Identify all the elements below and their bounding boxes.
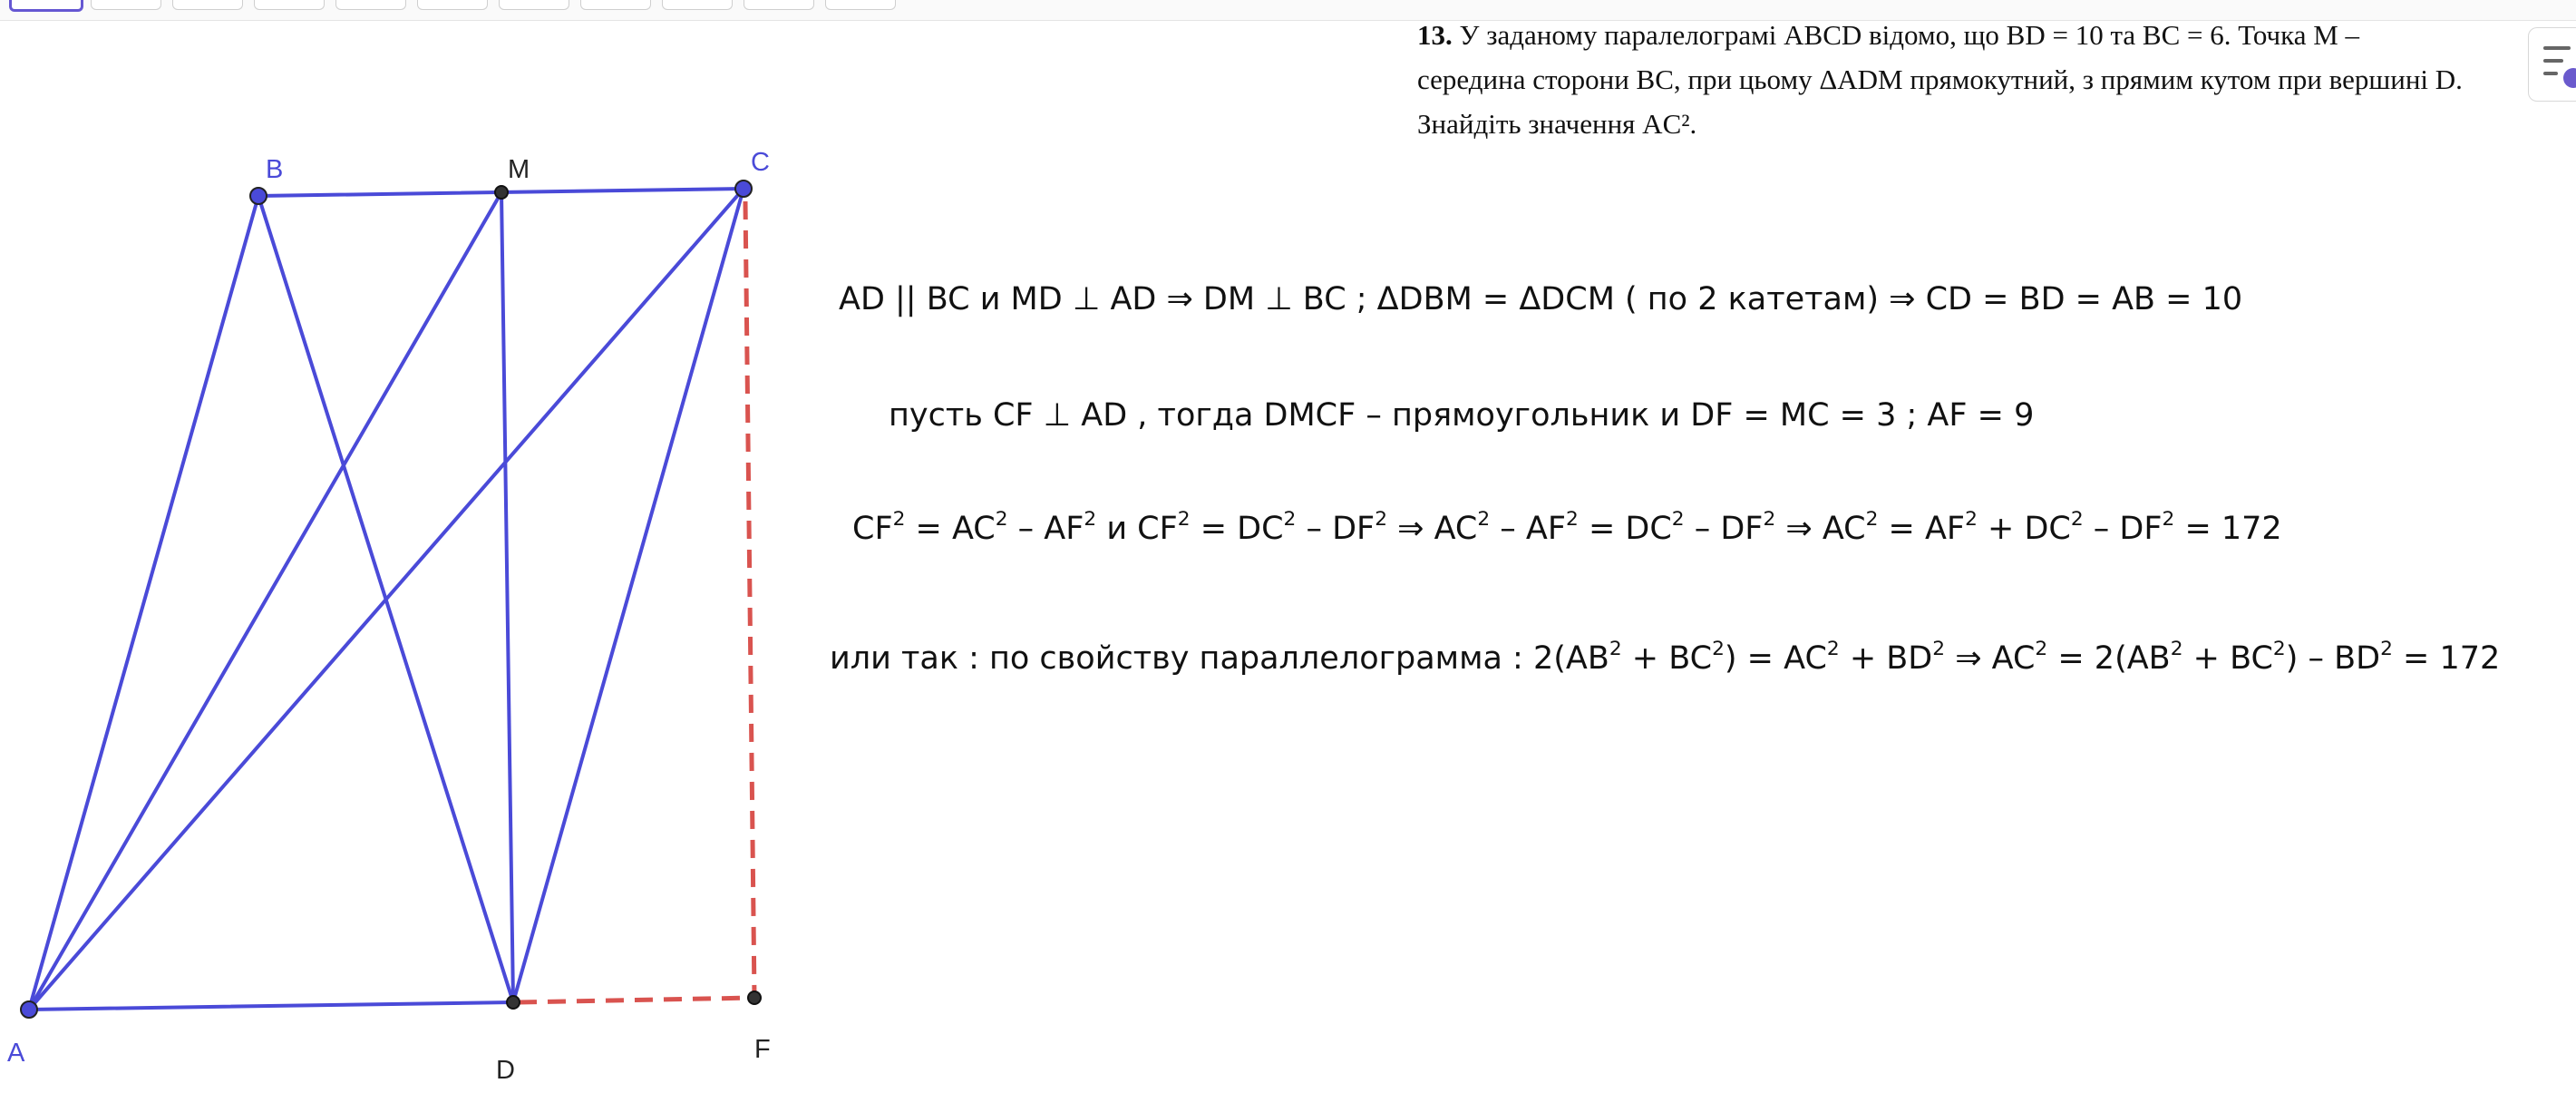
dashed-segments: [519, 201, 754, 1002]
point-C[interactable]: [735, 181, 752, 197]
segment-AB[interactable]: [29, 196, 258, 1010]
label-D: D: [496, 1056, 515, 1085]
segment-CF[interactable]: [745, 201, 754, 998]
point-F[interactable]: [748, 991, 761, 1004]
problem-number: 13.: [1417, 19, 1453, 51]
label-A: A: [7, 1039, 25, 1068]
solution-line-4: или так : по свойству параллелограмма : $2(AB^2 + BC^2) = AC^2 + BD^2$ ⇒ $AC^2 = 2(AB^2 + BC^2) - BD^2 = 172$: [830, 637, 2501, 677]
label-B: B: [266, 155, 284, 184]
figure-segments: [29, 189, 744, 1010]
solution-line-3: $CF^2 = AC^2 - AF^2$ и $CF^2 = DC^2 - DF^2$ ⇒ $AC^2 - AF^2 = DC^2 - DF^2$ ⇒ $AC^2 = AF^2 + DC^2 - DF^2 = 172$: [852, 507, 2282, 547]
segment-AD[interactable]: [29, 1002, 513, 1010]
segment-DF[interactable]: [519, 998, 754, 1002]
segment-AM[interactable]: [29, 192, 501, 1010]
point-M[interactable]: [495, 186, 508, 199]
segment-MD[interactable]: [501, 192, 513, 1002]
label-F: F: [754, 1035, 771, 1064]
label-C: C: [751, 148, 770, 177]
solution-line-2: пусть CF ⊥ AD , тогда DMCF – прямоугольник и DF = MC = 3 ; AF = 9: [889, 397, 2035, 434]
geometry-canvas[interactable]: [0, 0, 816, 1093]
point-A[interactable]: [21, 1001, 37, 1018]
segment-AC[interactable]: [29, 189, 744, 1010]
tool-button-11[interactable]: [825, 0, 896, 10]
point-D[interactable]: [507, 996, 520, 1009]
solution-line-1: AD || BC и MD ⊥ AD ⇒ DM ⊥ BC ; ΔDBM = ΔDCM ( по 2 катетам) ⇒ CD = BD = AB = 10: [839, 281, 2243, 317]
segment-CD[interactable]: [513, 189, 744, 1002]
problem-text: У заданому паралелограмі ABCD відомо, що BD = 10 та BC = 6. Точка M – середина сторони BC, при цьому ΔADM прямокутний, з прямим кутом при вершині D. Знайдіть значення AC².: [1417, 19, 2463, 140]
label-M: M: [508, 155, 530, 184]
menu-button[interactable]: [2528, 27, 2576, 102]
problem-statement: [1417, 13, 2469, 146]
point-B[interactable]: [250, 188, 267, 204]
